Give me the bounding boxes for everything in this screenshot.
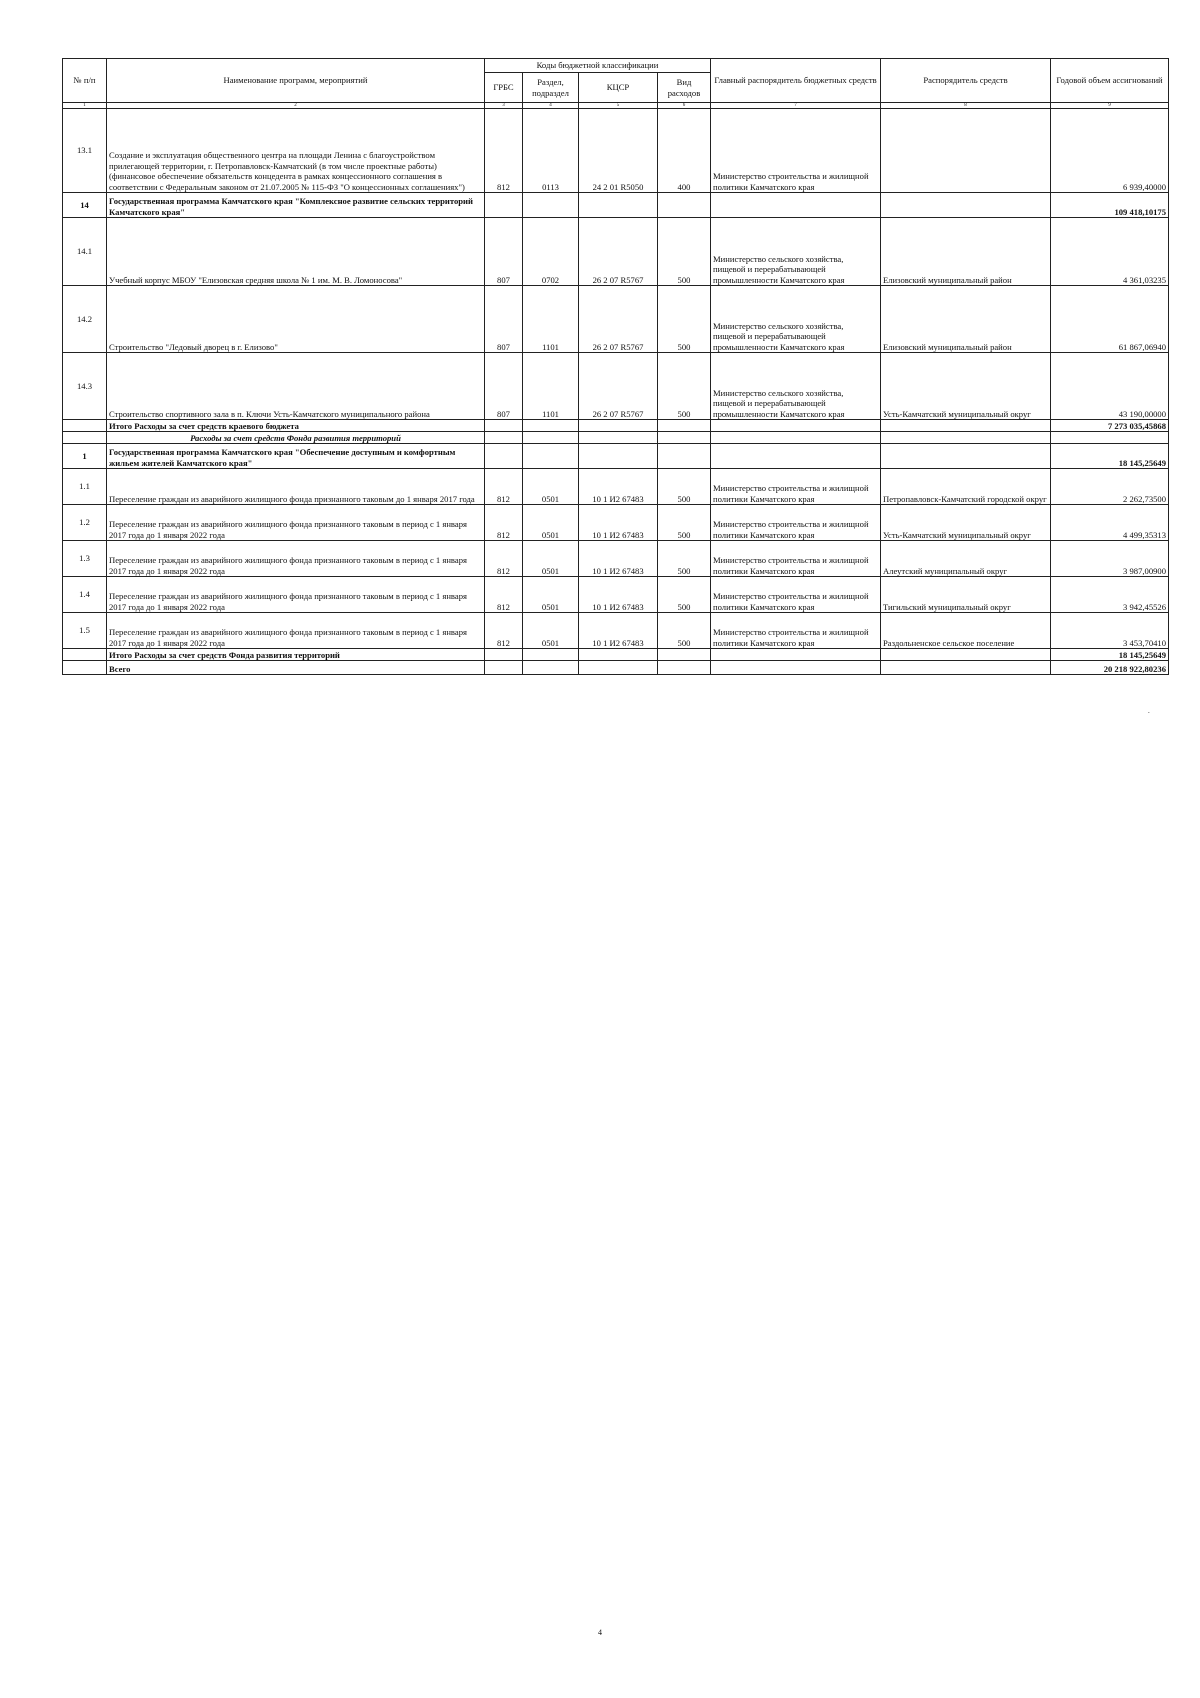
header-main-manager: Главный распорядитель бюджетных средств: [711, 59, 881, 103]
cell-manager: Тигильский муниципальный округ: [881, 577, 1051, 613]
cell-vid: [658, 444, 711, 469]
cell-razdel: 0702: [523, 218, 579, 286]
cell-main-manager: Министерство строительства и жилищной политики Камчатского края: [711, 469, 881, 505]
column-index: 3: [485, 103, 523, 109]
cell-manager: Елизовский муниципальный район: [881, 286, 1051, 353]
corner-mark: .: [1148, 707, 1150, 715]
cell-razdel: 1101: [523, 353, 579, 420]
cell-main-manager: Министерство строительства и жилищной политики Камчатского края: [711, 577, 881, 613]
cell-main-manager: Министерство строительства и жилищной политики Камчатского края: [711, 505, 881, 541]
cell-manager: Елизовский муниципальный район: [881, 218, 1051, 286]
cell-num: 1.5: [63, 613, 107, 649]
cell-name: Государственная программа Камчатского края "Комплексное развитие сельских территорий Камчатского края": [107, 193, 485, 218]
cell-kcsr: [579, 444, 658, 469]
cell-grbs: [485, 193, 523, 218]
cell-razdel: [523, 193, 579, 218]
cell-grbs: 812: [485, 577, 523, 613]
cell-razdel: 1101: [523, 286, 579, 353]
table-row: [63, 432, 1169, 444]
table-row: [63, 218, 1169, 286]
cell-num: [63, 661, 107, 675]
table-row: [63, 420, 1169, 432]
cell-grbs: 812: [485, 541, 523, 577]
cell-name: Итого Расходы за счет средств Фонда развития территорий: [107, 649, 485, 661]
cell-grbs: [485, 420, 523, 432]
budget-table-sheet: [62, 58, 1168, 675]
cell-vid: 500: [658, 353, 711, 420]
cell-grbs: 812: [485, 505, 523, 541]
cell-kcsr: [579, 420, 658, 432]
cell-vid: [658, 432, 711, 444]
cell-vid: [658, 193, 711, 218]
cell-manager: [881, 109, 1051, 193]
cell-name: Итого Расходы за счет средств краевого бюджета: [107, 420, 485, 432]
header-amount: Годовой объем ассигнований: [1051, 59, 1169, 103]
cell-manager: [881, 661, 1051, 675]
header-razdel: Раздел, подраздел: [523, 73, 579, 103]
cell-kcsr: [579, 432, 658, 444]
cell-name: Расходы за счет средств Фонда развития территорий: [107, 432, 485, 444]
header-kcsr: КЦСР: [579, 73, 658, 103]
cell-amount: 3 942,45526: [1051, 577, 1169, 613]
cell-name: Всего: [107, 661, 485, 675]
column-index: 8: [881, 103, 1051, 109]
cell-amount: 4 361,03235: [1051, 218, 1169, 286]
cell-razdel: 0501: [523, 469, 579, 505]
cell-kcsr: 10 1 И2 67483: [579, 577, 658, 613]
table-row: [63, 661, 1169, 675]
cell-amount: 43 190,00000: [1051, 353, 1169, 420]
cell-num: 1.1: [63, 469, 107, 505]
header-grbs: ГРБС: [485, 73, 523, 103]
header-vid: Вид расходов: [658, 73, 711, 103]
cell-num: 1.4: [63, 577, 107, 613]
cell-manager: [881, 193, 1051, 218]
cell-amount: 20 218 922,80236: [1051, 661, 1169, 675]
table-row: [63, 353, 1169, 420]
cell-main-manager: [711, 420, 881, 432]
column-index: 2: [107, 103, 485, 109]
cell-manager: Усть-Камчатский муниципальный округ: [881, 505, 1051, 541]
cell-kcsr: [579, 661, 658, 675]
cell-razdel: 0501: [523, 541, 579, 577]
page-number: 4: [598, 1628, 602, 1637]
cell-main-manager: Министерство строительства и жилищной политики Камчатского края: [711, 541, 881, 577]
cell-num: 14.1: [63, 218, 107, 286]
cell-amount: 18 145,25649: [1051, 444, 1169, 469]
cell-manager: Петропавловск-Камчатский городской округ: [881, 469, 1051, 505]
cell-name: Создание и эксплуатация общественного центра на площади Ленина с благоустройством прилегающей территории, г. Петропавловск-Камчатский (в том числе проектные работы) (финансовое обеспечение обязательств концедента в рамках концессионного соглашения в соответствии с Федеральным законом от 21.07.2005 № 115-ФЗ "О концессионных соглашениях"): [107, 109, 485, 193]
cell-num: 13.1: [63, 109, 107, 193]
cell-num: [63, 420, 107, 432]
cell-main-manager: [711, 649, 881, 661]
column-index: 5: [579, 103, 658, 109]
cell-manager: [881, 432, 1051, 444]
table-row: [63, 286, 1169, 353]
cell-num: 14.3: [63, 353, 107, 420]
cell-main-manager: [711, 661, 881, 675]
header-manager: Распорядитель средств: [881, 59, 1051, 103]
cell-manager: Раздольненское сельское поселение: [881, 613, 1051, 649]
cell-grbs: [485, 432, 523, 444]
cell-grbs: 807: [485, 353, 523, 420]
table-row: [63, 505, 1169, 541]
cell-num: 1: [63, 444, 107, 469]
cell-razdel: 0501: [523, 505, 579, 541]
cell-kcsr: 26 2 07 R5767: [579, 218, 658, 286]
cell-name: Строительство "Ледовый дворец в г. Елизово": [107, 286, 485, 353]
column-index: 1: [63, 103, 107, 109]
cell-razdel: [523, 661, 579, 675]
cell-main-manager: [711, 444, 881, 469]
cell-grbs: 812: [485, 109, 523, 193]
cell-manager: [881, 649, 1051, 661]
cell-name: Переселение граждан из аварийного жилищного фонда признанного таковым в период с 1 января 2017 года до 1 января 2022 года: [107, 541, 485, 577]
cell-grbs: 807: [485, 286, 523, 353]
cell-vid: 500: [658, 286, 711, 353]
cell-kcsr: 10 1 И2 67483: [579, 613, 658, 649]
column-index: 7: [711, 103, 881, 109]
cell-main-manager: Министерство сельского хозяйства, пищевой и перерабатывающей промышленности Камчатского края: [711, 286, 881, 353]
cell-amount: 18 145,25649: [1051, 649, 1169, 661]
cell-main-manager: Министерство строительства и жилищной политики Камчатского края: [711, 109, 881, 193]
cell-amount: 4 499,35313: [1051, 505, 1169, 541]
cell-vid: 500: [658, 505, 711, 541]
cell-kcsr: [579, 649, 658, 661]
cell-main-manager: Министерство сельского хозяйства, пищевой и перерабатывающей промышленности Камчатского края: [711, 218, 881, 286]
column-index: 6: [658, 103, 711, 109]
cell-vid: [658, 649, 711, 661]
cell-grbs: [485, 661, 523, 675]
cell-name: Переселение граждан из аварийного жилищного фонда признанного таковым в период с 1 января 2017 года до 1 января 2022 года: [107, 505, 485, 541]
cell-num: 14.2: [63, 286, 107, 353]
cell-name: Переселение граждан из аварийного жилищного фонда признанного таковым в период с 1 января 2017 года до 1 января 2022 года: [107, 613, 485, 649]
cell-kcsr: 26 2 07 R5767: [579, 286, 658, 353]
column-index: 4: [523, 103, 579, 109]
header-codes-group: Коды бюджетной классификации: [485, 59, 711, 73]
cell-num: [63, 649, 107, 661]
table-row: [63, 649, 1169, 661]
cell-main-manager: Министерство сельского хозяйства, пищевой и перерабатывающей промышленности Камчатского края: [711, 353, 881, 420]
budget-table: [62, 58, 1169, 675]
cell-num: [63, 432, 107, 444]
cell-grbs: 812: [485, 613, 523, 649]
table-row: [63, 444, 1169, 469]
cell-manager: [881, 420, 1051, 432]
cell-razdel: [523, 649, 579, 661]
cell-main-manager: [711, 193, 881, 218]
cell-manager: Алеутский муниципальный округ: [881, 541, 1051, 577]
cell-grbs: [485, 444, 523, 469]
cell-amount: 3 453,70410: [1051, 613, 1169, 649]
table-row: [63, 193, 1169, 218]
cell-vid: 500: [658, 541, 711, 577]
cell-kcsr: 10 1 И2 67483: [579, 541, 658, 577]
cell-razdel: 0501: [523, 613, 579, 649]
cell-name: Строительство спортивного зала в п. Ключи Усть-Камчатского муниципального района: [107, 353, 485, 420]
cell-grbs: [485, 649, 523, 661]
cell-main-manager: Министерство строительства и жилищной политики Камчатского края: [711, 613, 881, 649]
table-row: [63, 109, 1169, 193]
cell-kcsr: 10 1 И2 67483: [579, 469, 658, 505]
cell-grbs: 807: [485, 218, 523, 286]
cell-vid: 500: [658, 613, 711, 649]
cell-razdel: [523, 420, 579, 432]
cell-manager: [881, 444, 1051, 469]
cell-manager: Усть-Камчатский муниципальный округ: [881, 353, 1051, 420]
cell-razdel: 0501: [523, 577, 579, 613]
cell-name: Учебный корпус МБОУ "Елизовская средняя школа № 1 им. М. В. Ломоносова": [107, 218, 485, 286]
cell-amount: 2 262,73500: [1051, 469, 1169, 505]
cell-name: Переселение граждан из аварийного жилищного фонда признанного таковым в период с 1 января 2017 года до 1 января 2022 года: [107, 577, 485, 613]
cell-vid: 400: [658, 109, 711, 193]
header-num: № п/п: [63, 59, 107, 103]
cell-kcsr: [579, 193, 658, 218]
header-name: Наименование программ, мероприятий: [107, 59, 485, 103]
table-row: [63, 613, 1169, 649]
cell-kcsr: 10 1 И2 67483: [579, 505, 658, 541]
cell-kcsr: 24 2 01 R5050: [579, 109, 658, 193]
table-row: [63, 469, 1169, 505]
cell-grbs: 812: [485, 469, 523, 505]
cell-razdel: 0113: [523, 109, 579, 193]
cell-amount: 3 987,00900: [1051, 541, 1169, 577]
cell-vid: [658, 661, 711, 675]
column-index: 9: [1051, 103, 1169, 109]
cell-vid: 500: [658, 469, 711, 505]
cell-amount: 7 273 035,45868: [1051, 420, 1169, 432]
cell-vid: 500: [658, 218, 711, 286]
cell-vid: [658, 420, 711, 432]
table-row: [63, 541, 1169, 577]
cell-num: 14: [63, 193, 107, 218]
cell-razdel: [523, 432, 579, 444]
cell-name: Государственная программа Камчатского края "Обеспечение доступным и комфортным жильем жителей Камчатского края": [107, 444, 485, 469]
cell-kcsr: 26 2 07 R5767: [579, 353, 658, 420]
table-row: [63, 577, 1169, 613]
cell-main-manager: [711, 432, 881, 444]
cell-amount: 61 867,06940: [1051, 286, 1169, 353]
cell-num: 1.3: [63, 541, 107, 577]
cell-amount: 6 939,40000: [1051, 109, 1169, 193]
cell-razdel: [523, 444, 579, 469]
cell-amount: [1051, 432, 1169, 444]
cell-name: Переселение граждан из аварийного жилищного фонда признанного таковым до 1 января 2017 года: [107, 469, 485, 505]
cell-num: 1.2: [63, 505, 107, 541]
cell-amount: 109 418,10175: [1051, 193, 1169, 218]
cell-vid: 500: [658, 577, 711, 613]
